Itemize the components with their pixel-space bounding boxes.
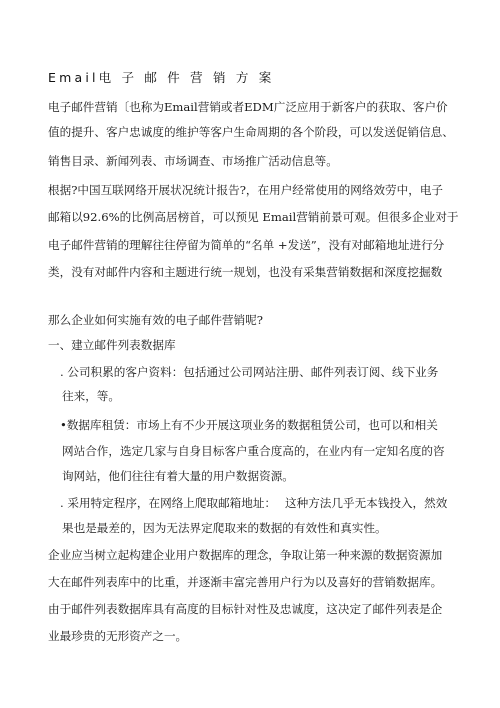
list-item: •数据库租赁：市场上有不少开展这项业务的数据租赁公司，也可以和相关 bbox=[60, 418, 438, 432]
list-item: . 采用特定程序，在网络上爬取邮箱地址： bbox=[60, 496, 277, 510]
intro-line: 值的提升、客户忠诚度的维护等客户生命周期的各个阶段，可以发送促销信息、 bbox=[48, 125, 454, 139]
intro-line: 电子邮件营销的理解往往停留为简单的“名单 +发送”，没有对邮箱地址进行分 bbox=[48, 238, 445, 252]
intro-line: 电子邮件营销〔也称为Email营销或者EDM广泛应用于新客户的获取、客户价 bbox=[48, 100, 448, 114]
intro-line: 类，没有对邮件内容和主题进行统一规划，也没有采集营销数据和深度挖掘数 bbox=[48, 265, 443, 279]
closing-line: 由于邮件列表数据库具有高度的目标针对性及忠诚度，这决定了邮件列表是企 bbox=[48, 602, 443, 616]
list-item-continuation: 往来，等。 bbox=[62, 389, 120, 403]
intro-line: 邮箱以92.6%的比例高居榜首，可以预见 Email营销前景可观。但很多企业对于 bbox=[48, 210, 459, 224]
list-item-continuation: 网站合作，选定几家与自身目标客户重合度高的，在业内有一定知名度的咨 bbox=[62, 444, 445, 458]
closing-line: 业最珍贵的无形资产之一。 bbox=[48, 629, 188, 643]
closing-line: 大在邮件列表库中的比重，并逐渐丰富完善用户行为以及喜好的营销数据库。 bbox=[48, 575, 443, 589]
list-item-continuation: 果也是最差的，因为无法界定爬取来的数据的有效性和真实性。 bbox=[62, 521, 387, 535]
list-item-continuation: 询网站，他们往往有着大量的用户数据资源。 bbox=[62, 469, 294, 483]
list-item-tail: 这种方法几乎无本钱投入，然效 bbox=[285, 496, 448, 510]
intro-line: 根据?中国互联网络开展状况统计报告?，在用户经常使用的网络效劳中，电子 bbox=[48, 183, 444, 197]
question-line: 那么企业如何实施有效的电子邮件营销呢? bbox=[48, 313, 263, 327]
closing-line: 企业应当树立起构建企业用户数据库的理念，争取让第一种来源的数据资源加 bbox=[48, 548, 443, 562]
document-title: Email电 子 邮 件 营 销 方 案 bbox=[48, 70, 275, 85]
list-item: . 公司积累的客户资料：包括通过公司网站注册、邮件列表订阅、线下业务 bbox=[60, 365, 439, 379]
section-heading: 一、建立邮件列表数据库 bbox=[48, 338, 176, 352]
intro-line: 销售目录、新闻列表、市场调查、市场推广活动信息等。 bbox=[48, 154, 338, 168]
